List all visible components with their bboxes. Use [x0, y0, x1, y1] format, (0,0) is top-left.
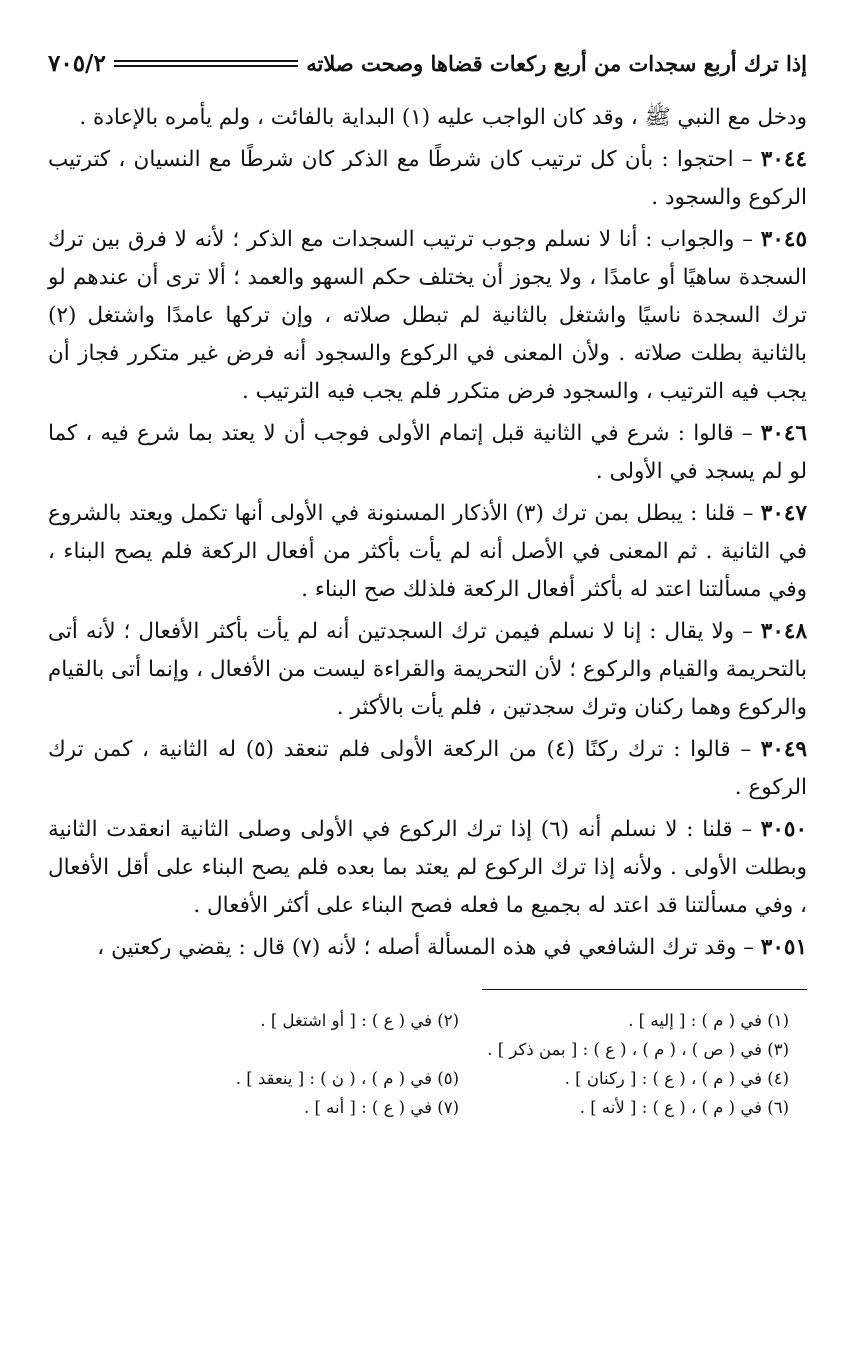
footnote: (٥) في ( م ) ، ( ن ) : [ ينعقد ] . — [235, 1069, 459, 1088]
paragraph — [48, 731, 807, 807]
main-text — [48, 99, 807, 967]
footnote: (٣) في ( ص ) ، ( م ) ، ( ع ) : [ بمن ذكر ] . — [487, 1040, 789, 1059]
paragraph-text: – ولا يقال : إنا لا نسلم فيمن ترك السجدتين أنه لم يأت بأكثر الأفعال ؛ لأنه أتى بالتحريمة والقيام والركوع ؛ لأن التحريمة والقراءة ليست من الأفعال ، وإنما أتى بالقيام والركوع وهما ركنان وترك سجدتين ، فلم يأت بالأكثر . — [48, 619, 807, 720]
footnote-row — [48, 1035, 789, 1064]
footnote-separator — [482, 989, 807, 990]
header-title: إذا ترك أربع سجدات من أربع ركعات قضاها وصحت صلاته — [306, 50, 807, 76]
paragraph-text: – والجواب : أنا لا نسلم وجوب ترتيب السجدات مع الذكر ؛ لأنه لا فرق بين ترك السجدة ساهيًا أو عامدًا ، ولا يجوز أن يختلف حكم السهو والعمد ؛ ألا ترى أن عندهم لو ترك السجدة ناسيًا واشتغل بالثانية لم تبطل صلاته ، وإن تركها عامدًا واشتغل (٢) بالثانية بطلت صلاته . ولأن المعنى في الركوع والسجود أنه فرض غير متكرر فجاز أن يجب فيه الترتيب ، والسجود فرض متكرر فلم يجب فيه الترتيب . — [48, 227, 807, 404]
footnote: (٧) في ( ع ) : [ أنه ] . — [303, 1098, 459, 1117]
paragraph-number: ٣٠٥٠ — [760, 817, 807, 842]
paragraph-number: ٣٠٤٥ — [760, 227, 807, 252]
running-header — [48, 45, 807, 81]
footnote-row — [48, 1093, 789, 1122]
footnotes — [48, 1006, 807, 1122]
page-number: ٧٠٥/٢ — [48, 49, 106, 77]
paragraph — [48, 99, 807, 137]
paragraph — [48, 811, 807, 925]
paragraph — [48, 929, 807, 967]
paragraph-text: ودخل مع النبي ﷺ ، وقد كان الواجب عليه (١) البداية بالفائت ، ولم يأمره بالإعادة . — [79, 105, 807, 130]
footnote: (٦) في ( م ) ، ( ع ) : [ لأنه ] . — [579, 1098, 789, 1117]
paragraph-text: – قلنا : لا نسلم أنه (٦) إذا ترك الركوع في الأولى وصلى الثانية انعقدت الثانية وبطلت الأولى . ولأنه إذا ترك الركوع لم يعتد بما بعده فلم يصح البناء على أقل الأفعال ، وفي مسألتنا قد اعتد له بجميع ما فعله فصح البناء على أكثر الأفعال . — [48, 817, 807, 918]
paragraph-text: – قالوا : ترك ركنًا (٤) من الركعة الأولى فلم تنعقد (٥) له الثانية ، كمن ترك الركوع . — [48, 737, 807, 800]
paragraph-number: ٣٠٤٦ — [760, 421, 807, 446]
footnote-row — [48, 1006, 789, 1035]
paragraph-text: – وقد ترك الشافعي في هذه المسألة أصله ؛ لأنه (٧) قال : يقضي ركعتين ، — [97, 935, 761, 960]
footnote: (٤) في ( م ) ، ( ع ) : [ ركنان ] . — [564, 1069, 789, 1088]
paragraph — [48, 495, 807, 609]
footnote: (١) في ( م ) : [ إليه ] . — [628, 1011, 789, 1030]
paragraph-number: ٣٠٤٤ — [760, 147, 807, 172]
footnote-row — [48, 1064, 789, 1093]
paragraph-number: ٣٠٤٧ — [760, 501, 807, 526]
paragraph-number: ٣٠٤٨ — [760, 619, 807, 644]
header-rule — [114, 60, 298, 67]
paragraph-text: – قالوا : شرع في الثانية قبل إتمام الأولى فوجب أن لا يعتد بما شرع فيه ، كما لو لم يسجد في الأولى . — [48, 421, 807, 484]
paragraph-text: – احتجوا : بأن كل ترتيب كان شرطًا مع الذكر كان شرطًا مع النسيان ، كترتيب الركوع والسجود . — [48, 147, 807, 210]
paragraph — [48, 415, 807, 491]
paragraph-text: – قلنا : يبطل بمن ترك (٣) الأذكار المسنونة في الأولى أنها تكمل ويعتد بالشروع في الثانية . ثم المعنى في الأصل أنه لم يأت بأكثر من أفعال الركعة فلم يصح البناء ، وفي مسألتنا اعتد له بأكثر أفعال الركعة فلذلك صح البناء . — [48, 501, 807, 602]
paragraph — [48, 221, 807, 411]
paragraph — [48, 141, 807, 217]
paragraph-number: ٣٠٥١ — [760, 935, 807, 960]
paragraph — [48, 613, 807, 727]
footnote: (٢) في ( ع ) : [ أو اشتغل ] . — [260, 1011, 459, 1030]
paragraph-number: ٣٠٤٩ — [760, 737, 807, 762]
